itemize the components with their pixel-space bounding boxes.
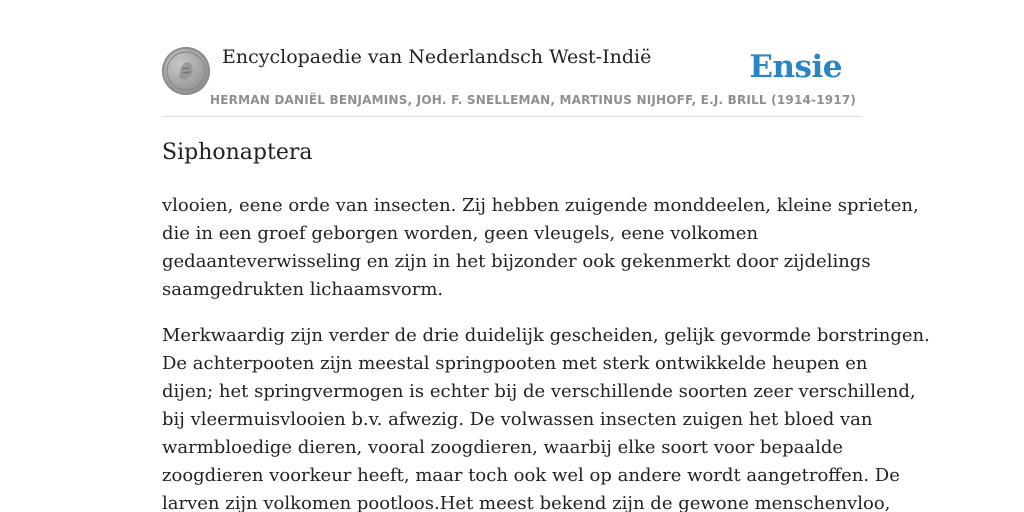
- paragraph-line: warmbloedige dieren, vooral zoogdieren, waarbij elke soort voor bepaalde: [162, 437, 844, 458]
- paragraph-line: dijen; het springvermogen is echter bij de verschillende soorten zeer verschillend,: [162, 381, 916, 402]
- paragraph-line: Merkwaardig zijn verder de drie duidelijk gescheiden, gelijk gevormde borstringen.: [162, 325, 930, 346]
- entry-content: [162, 192, 930, 512]
- header: [162, 40, 862, 117]
- paragraph-line: larven zijn volkomen pootloos.Het meest bekend zijn de gewone menschenvloo,: [162, 493, 891, 512]
- book-title[interactable]: Encyclopaedie van Nederlandsch West-Indië: [222, 46, 652, 68]
- paragraph-line: gedaanteverwisseling en zijn in het bijzonder ook gekenmerkt door zijdelings: [162, 251, 871, 272]
- paragraph-line: zoogdieren voorkeur heeft, maar toch ook wel op andere wordt aangetroffen. De: [162, 465, 900, 486]
- paragraph-1: [162, 192, 919, 304]
- paragraph-line: bij vleermuisvlooien b.v. afwezig. De volwassen insecten zuigen het bloed van: [162, 409, 873, 430]
- paragraph-line: die in een groef geborgen worden, geen vleugels, eene volkomen: [162, 223, 759, 244]
- paragraph-line: vlooien, eene orde van insecten. Zij hebben zuigende monddeelen, kleine sprieten,: [162, 195, 919, 216]
- paragraph-2: [162, 322, 930, 512]
- paragraph-line: De achterpooten zijn meestal springpooten met sterk ontwikkelde heupen en: [162, 353, 868, 374]
- brand-logo-link[interactable]: Ensie: [749, 49, 842, 85]
- entry-title: Siphonaptera: [162, 140, 313, 165]
- coin-icon: [162, 47, 210, 95]
- paragraph-line: saamgedrukten lichaamsvorm.: [162, 279, 444, 300]
- book-authors: HERMAN DANIËL BENJAMINS, JOH. F. SNELLEMAN, MARTINUS NIJHOFF, E.J. BRILL (1914-1917): [210, 93, 857, 107]
